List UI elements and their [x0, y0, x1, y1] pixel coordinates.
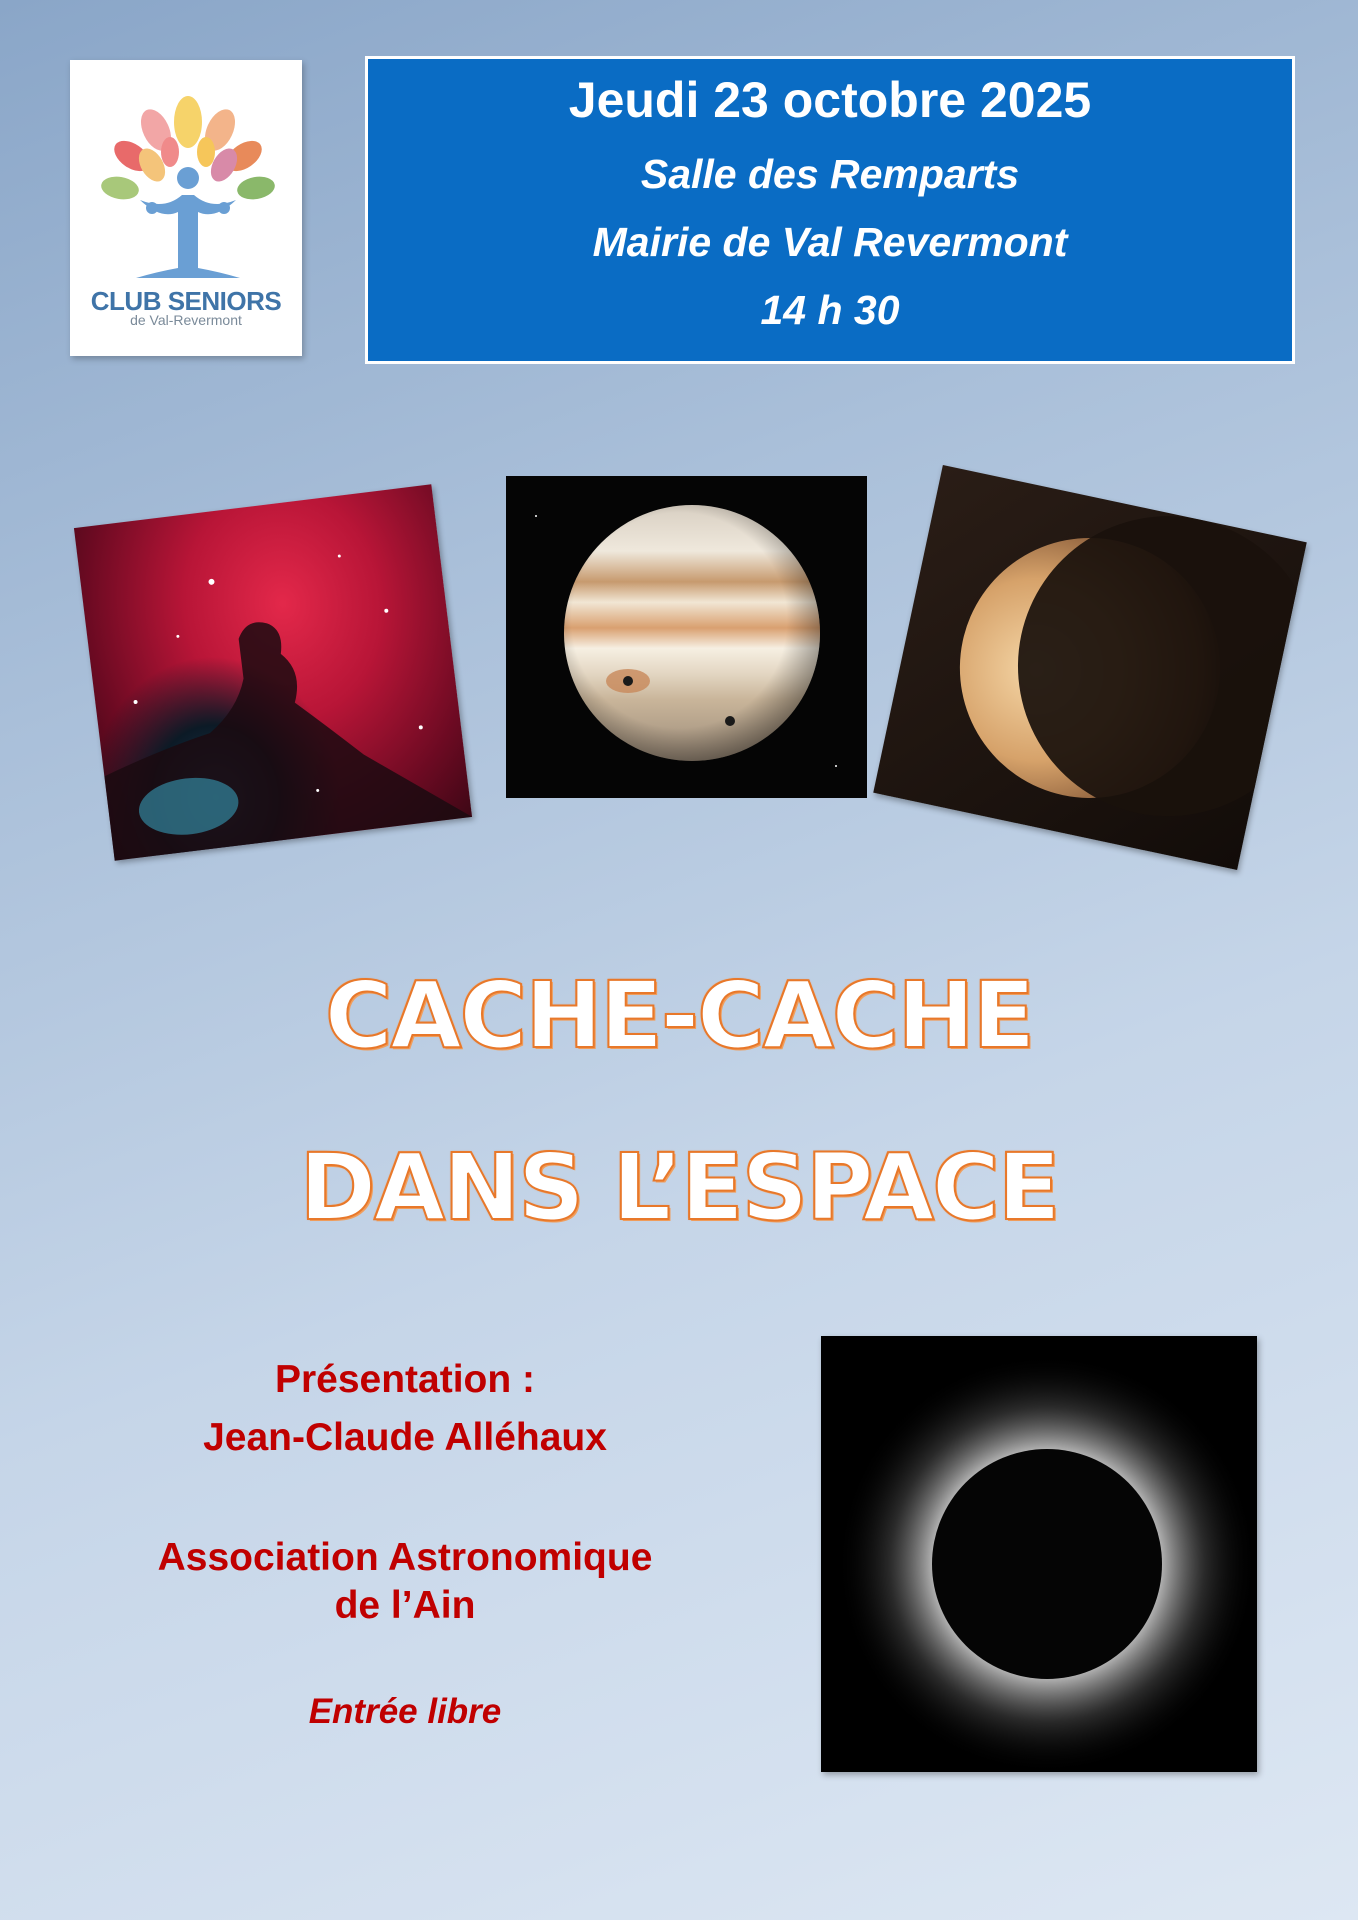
- headline-line-2: DANS L’ESPACE: [299, 1134, 1059, 1241]
- lunar-eclipse-photo: [873, 465, 1307, 870]
- association-name-line-2: de l’Ain: [334, 1584, 476, 1627]
- presentation-label: Présentation :: [274, 1358, 536, 1401]
- jupiter-photo: [506, 476, 867, 798]
- horsehead-nebula-photo: [74, 484, 472, 860]
- logo-title: CLUB SENIORS: [90, 286, 282, 316]
- event-time: 14 h 30: [760, 287, 900, 333]
- event-date: Jeudi 23 octobre 2025: [568, 72, 1092, 128]
- headline-line-1: CACHE-CACHE: [324, 962, 1034, 1069]
- solar-eclipse-photo: [821, 1336, 1257, 1772]
- event-info-box: [365, 56, 1295, 364]
- entry-info: Entrée libre: [308, 1692, 502, 1731]
- event-town-hall: Mairie de Val Revermont: [592, 219, 1068, 265]
- club-seniors-logo: [70, 60, 302, 356]
- tree-logo-icon: [70, 60, 302, 290]
- association-name-line-1: Association Astronomique: [157, 1536, 653, 1579]
- event-venue: Salle des Remparts: [640, 151, 1020, 197]
- presenter-name: Jean-Claude Alléhaux: [203, 1416, 607, 1459]
- logo-subtitle: de Val-Revermont: [130, 312, 242, 328]
